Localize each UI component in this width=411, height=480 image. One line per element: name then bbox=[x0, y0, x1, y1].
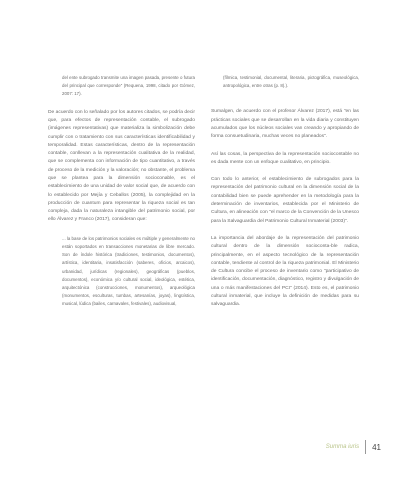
footer-divider bbox=[365, 440, 366, 454]
paragraph: Con todo lo anterior, el establecimiento de subrogados para la representación del patrimonio cultural en la dimensión social de la contabilidad bien se puede aprehender en la metodología para la determinación de inventarios, establecida por el Ministerio de Cultura, en alineación con "el marco de la Convención de la Unesco para la Salvaguardia del Patrimonio Cultural Inmaterial (2003)". bbox=[211, 177, 359, 224]
page-number: 41 bbox=[372, 442, 381, 452]
block-quote bbox=[48, 235, 195, 309]
paragraph: De acuerdo con lo señalado por los autores citados, se podría decir que, para efectos de representación contable, el subrogado (imágenes representativas) que materializa la simbolización debe cumplir con o tratamiento con sus características identificabilidad y temporalidad. Estas características, dentro de la representación contable, conllevan a la representación cualitativa de la realidad, que se complementa con información de tipo cuantitativo, a través de proceso de la medición y la valoración; no obstante, el problema que se plantea para la dimensión socioconable, es el establecimiento de una unidad de valor social que, de acuerdo con lo establecido por Mejía y Ceballos (2005), la complejidad en la producción de cuantum para representar la riqueza social es tan compleja, dada la naturaleza intangible del patrimonio social, por ello Álvarez y Franco (2017), consideran que: bbox=[48, 109, 195, 223]
quote-text: del ente subrogado transmite una imagen pasada, presente o futura del principal que corresponde” (Requena, 1998, citado por Gómez, 2007: 17). bbox=[62, 75, 195, 97]
paragraph: Sumalgen, de acuerdo con el profesor Álvarez (2017), está "en las prácticas sociales que se desarrollan en la vida diaria y constituyen acumulados que los núcleos sociales van creando y apropiando de forma consuetudinaria, muchas veces no planeados". bbox=[211, 109, 359, 140]
paragraph: Así las cosas, la perspectiva de la representación sociocontable no es dada mente con un enfoque cualitativo, en principio. bbox=[211, 151, 359, 165]
block-quote-top-left bbox=[48, 74, 195, 99]
quote-text: ... la base de los patrimonios sociales es múltiple y generalmente no están soportados en transacciones monetarias de libre mercado. Son de índole histórica (tradiciones, testimonios, documentos), artística, identitaria, insatisfacción (saberes, oficios, arcaicos), urbanidad, jurídicas (regionales), geográficas (pueblos, documentos), económica y/o cultural social, ideológica, estética, arquitectónica (construcciones, monumentos), arqueológica (monumentos, esculturas, tumbas, artesanías, joyas), lingüística, musical, lúdica (bailes, carnavales, festivales), audiovisual, bbox=[62, 235, 195, 307]
quote-text: (fílmica, testimonial, documental, literaria, pictográfica, museológica, antropológica, entre otras (p. 8).). bbox=[223, 75, 359, 89]
paragraph: La importancia del abordaje de la representación del patrimonio cultural dentro de la dimensión socioconta-ble radica, principalmente, en el aspecto tecnológico de la representación contable, tendiente al control de la riqueza patrimonial. El Ministerio de Cultura concibe el proceso de inventario como "participativo de identificación, documentación, diagnóstico, registro y divulgación de una o más manifestaciones del PCI" (2014). Esto es, el patrimonio cultural inmaterial, que incluye la definición de medidas para su salvaguardia. bbox=[211, 235, 359, 308]
footer-label: Summa iuris bbox=[325, 444, 360, 450]
left-column bbox=[48, 74, 195, 309]
block-quote-top-right bbox=[211, 74, 359, 90]
right-column bbox=[211, 74, 359, 310]
page-footer bbox=[326, 440, 381, 454]
